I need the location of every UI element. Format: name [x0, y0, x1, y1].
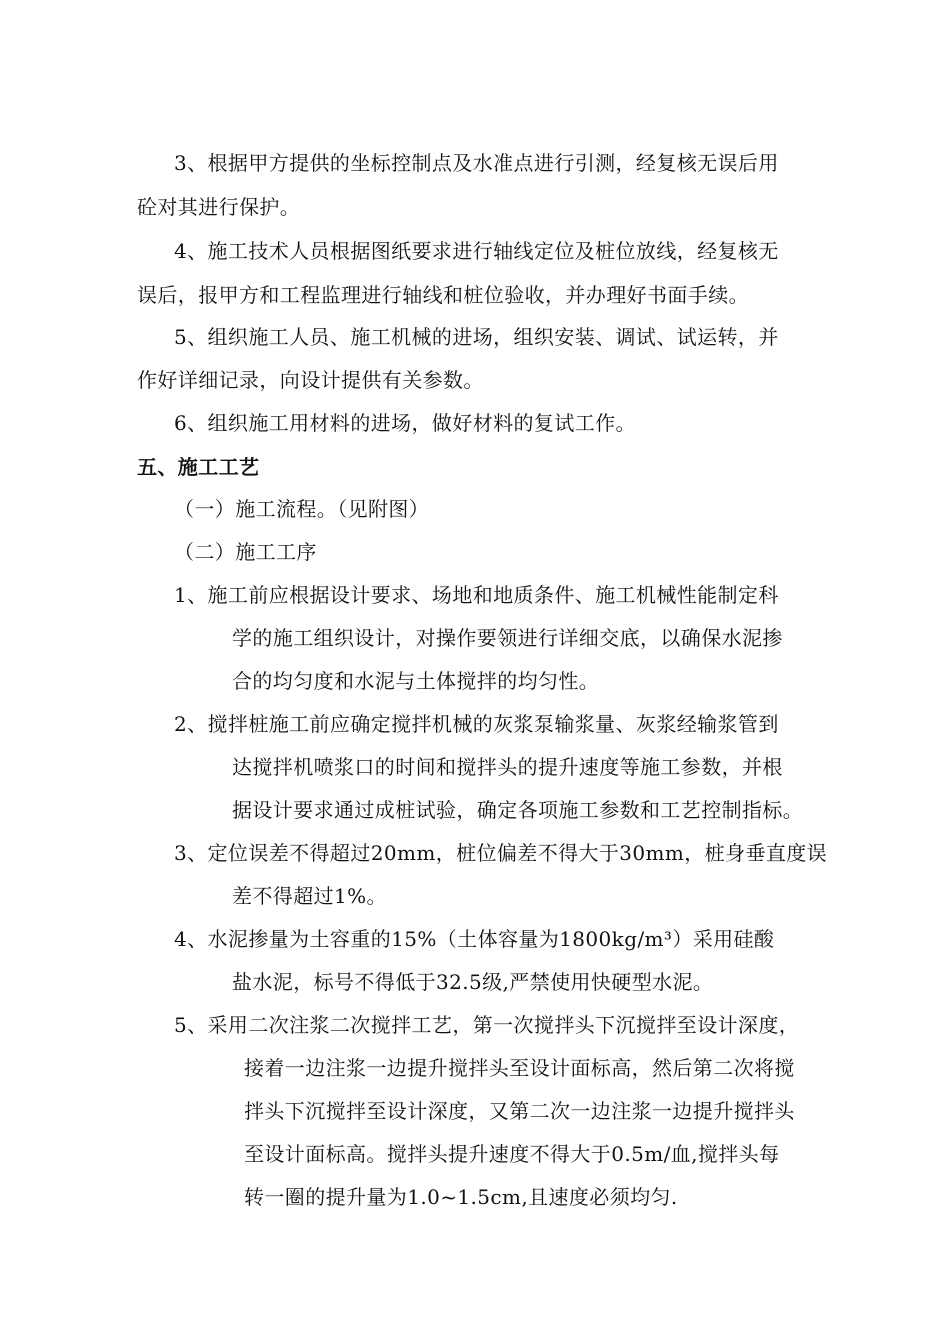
process-4-line-2: 盐水泥，标号不得低于32.5级,严禁使用快硬型水泥。: [232, 970, 714, 994]
item-4-line-1: 4、施工技术人员根据图纸要求进行轴线定位及桩位放线，经复核无: [174, 239, 779, 263]
process-5-line-3: 拌头下沉搅拌至设计深度，又第二次一边注浆一边提升搅拌头: [244, 1099, 795, 1123]
process-4-line-1: 4、水泥掺量为土容重的15%（土体容量为1800kg/m³）采用硅酸: [174, 927, 775, 951]
process-5-line-5: 转一圈的提升量为1.0~1.5cm,且速度必须均匀.: [244, 1185, 678, 1209]
item-6-line-1: 6、组织施工用材料的进场，做好材料的复试工作。: [174, 411, 636, 435]
section-title: 五、施工工艺: [137, 455, 260, 479]
process-3-line-1: 3、定位误差不得超过20mm，桩位偏差不得大于30mm，桩身垂直度误: [174, 841, 828, 865]
process-1-line-3: 合的均匀度和水泥与土体搅拌的均匀性。: [232, 669, 600, 693]
process-5-line-1: 5、采用二次注浆二次搅拌工艺，第一次搅拌头下沉搅拌至设计深度，: [174, 1013, 800, 1037]
process-2-line-3: 据设计要求通过成桩试验，确定各项施工参数和工艺控制指标。: [232, 798, 804, 822]
item-5-line-2: 作好详细记录，向设计提供有关参数。: [137, 368, 484, 392]
process-2-line-1: 2、搅拌桩施工前应确定搅拌机械的灰浆泵输浆量、灰浆经输浆管到: [174, 712, 779, 736]
item-4-line-2: 误后，报甲方和工程监理进行轴线和桩位验收，并办理好书面手续。: [137, 283, 749, 307]
process-1-line-2: 学的施工组织设计，对操作要领进行详细交底，以确保水泥掺: [232, 626, 783, 650]
subsection-procedure: （二）施工工序: [174, 540, 317, 564]
item-3-line-1: 3、根据甲方提供的坐标控制点及水准点进行引测，经复核无误后用: [174, 151, 779, 175]
process-5-line-2: 接着一边注浆一边提升搅拌头至设计面标高，然后第二次将搅: [244, 1056, 795, 1080]
process-2-line-2: 达搅拌机喷浆口的时间和搅拌头的提升速度等施工参数，并根: [232, 755, 783, 779]
subsection-flow: （一）施工流程。（见附图）: [174, 497, 430, 521]
process-1-line-1: 1、施工前应根据设计要求、场地和地质条件、施工机械性能制定科: [174, 583, 779, 607]
process-3-line-2: 差不得超过1%。: [232, 884, 387, 908]
item-3-line-2: 砼对其进行保护。: [137, 195, 301, 219]
item-5-line-1: 5、组织施工人员、施工机械的进场，组织安装、调试、试运转，并: [174, 325, 779, 349]
process-5-line-4: 至设计面标高。搅拌头提升速度不得大于0.5m/血,搅拌头每: [244, 1142, 780, 1166]
